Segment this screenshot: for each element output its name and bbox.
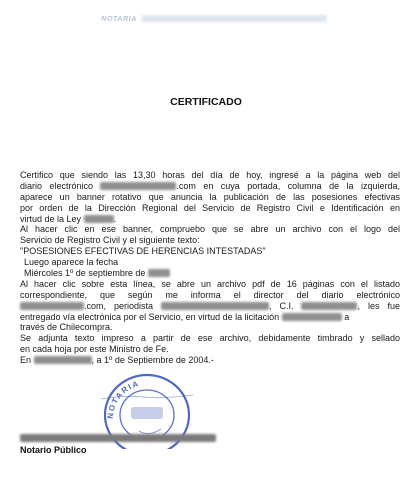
redacted-year: [148, 269, 170, 277]
text-fragment: Miércoles 1º de septiembre de: [24, 268, 146, 279]
paragraph-line: Se adjunta texto impreso a partir de ese archivo, debidamente timbrado y sellado: [20, 333, 400, 344]
seal-arc-text: NOTARIA: [105, 378, 141, 420]
redacted-domain: [100, 182, 176, 190]
text-fragment: , les fue: [357, 300, 400, 311]
notary-header-label: NOTARIA: [101, 14, 137, 23]
paragraph-line: por orden de la Dirección Regional del Servicio de Registro Civil e Identificación en: [20, 202, 400, 213]
text-fragment: .com en cuya portada, columna de la izquierda,: [176, 180, 400, 191]
text-fragment: , a 1º de Septiembre de 2004.-: [91, 355, 214, 366]
paragraph-line: través de Chilecompra.: [20, 322, 113, 333]
text-fragment: , C.I.: [269, 300, 294, 311]
text-fragment: diario electrónico: [20, 180, 93, 191]
text-fragment: virtud de la Ley: [20, 213, 82, 224]
paragraph-line: Al hacer clic en ese banner, compruebo que se abre un archivo con el logo del: [20, 224, 400, 235]
paragraph-line: [20, 301, 400, 312]
notary-header: [101, 14, 327, 23]
redacted-tender-id: [282, 313, 342, 321]
text-fragment: .: [113, 213, 117, 224]
paragraph-line: Servicio de Registro Civil y el siguiente texto:: [20, 235, 200, 246]
paragraph-line: [20, 268, 400, 279]
text-fragment: entregado vía electrónica por el Servicio, en virtud de la licitación: [20, 311, 280, 322]
quoted-heading: "POSESIONES EFECTIVAS DE HERENCIAS INTESTADAS": [20, 246, 266, 257]
redacted-journalist-name: [161, 302, 269, 310]
paragraph-line: Certifico que siendo las 13,30 horas del día de hoy, ingresé a la página web del: [20, 170, 400, 180]
text-fragment: a: [344, 311, 350, 322]
paragraph-line: [20, 214, 400, 225]
certificate-body: [20, 170, 400, 366]
paragraph-line: Luego aparece la fecha: [24, 257, 119, 268]
redacted-notary-signature-name: [20, 434, 216, 442]
paragraph-line: correspondiente, que según me informa el director del diario electrónico: [20, 289, 400, 300]
redacted-id-number: [301, 302, 357, 310]
redacted-domain: [20, 302, 84, 310]
paragraph-line: en cada hoja por este Ministro de Fe.: [20, 344, 169, 355]
redacted-notary-name: [142, 15, 327, 22]
text-fragment: .com, periodista: [84, 300, 154, 311]
paragraph-line: aparece un banner rotativo que anuncia la publicación de las posesiones efectivas: [20, 191, 400, 202]
text-fragment: En: [20, 355, 32, 366]
signature-label: Notario Público: [20, 445, 87, 455]
paragraph-line: Al hacer clic sobre esta línea, se abre un archivo pdf de 16 páginas con el listado: [20, 278, 400, 289]
document-title: CERTIFICADO: [170, 96, 242, 108]
redacted-law-number: [84, 215, 114, 223]
paragraph-line: [20, 181, 400, 192]
paragraph-line: [20, 312, 400, 323]
